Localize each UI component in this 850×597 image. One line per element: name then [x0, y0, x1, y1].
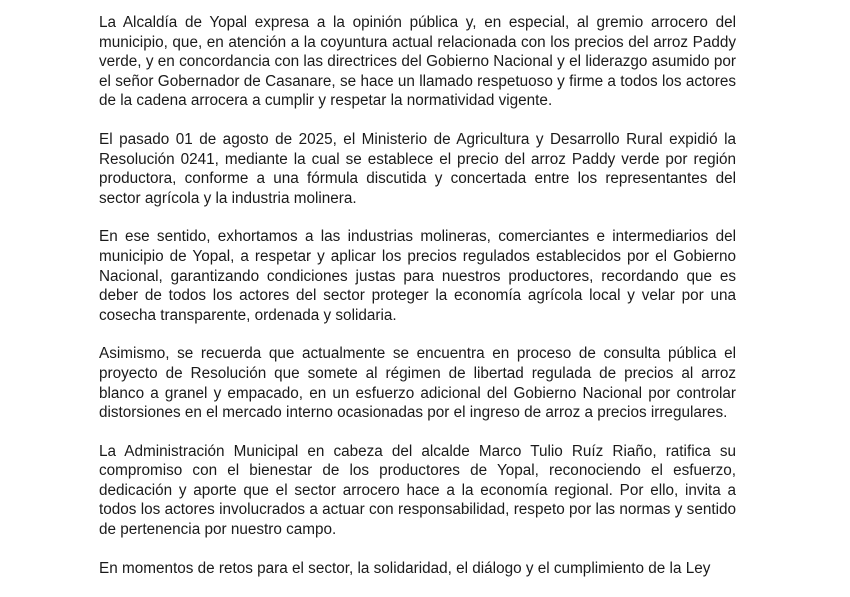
- paragraph-resolucion-0241: El pasado 01 de agosto de 2025, el Ministerio de Agricultura y Desarrollo Rural expidió la Resolución 0241, mediante la cual se establece el precio del arroz Paddy verde por región productora, conforme a una fórmula discutida y concertada entre los representantes del sector agrícola y la industria molinera.: [99, 130, 736, 207]
- paragraph-administracion-municipal: La Administración Municipal en cabeza del alcalde Marco Tulio Ruíz Riaño, ratifica su compromiso con el bienestar de los productores de Yopal, reconociendo el esfuerzo, dedicación y aporte que el sector arrocero hace a la economía regional. Por ello, invita a todos los actores involucrados a actuar con responsabilidad, respeto por las normas y sentido de pertenencia por nuestro campo.: [99, 442, 736, 539]
- paragraph-consulta-publica: Asimismo, se recuerda que actualmente se encuentra en proceso de consulta pública el proyecto de Resolución que somete al régimen de libertad regulada de precios al arroz blanco a granel y empacado, en un esfuerzo adicional del Gobierno Nacional por controlar distorsiones en el mercado interno ocasionadas por el ingreso de arroz a precios irregulares.: [99, 345, 736, 422]
- paragraph-closing-cut: En momentos de retos para el sector, la solidaridad, el diálogo y el cumplimiento de la Ley: [99, 559, 711, 577]
- paragraph-alcaldia-statement: La Alcaldía de Yopal expresa a la opinión pública y, en especial, al gremio arrocero del municipio, que, en atención a la coyuntura actual relacionada con los precios del arroz Paddy verde, y en concordancia con las directrices del Gobierno Nacional y el liderazgo asumido por el señor Gobernador de Casanare, se hace un llamado respetuoso y firme a todos los actores de la cadena arrocera a cumplir y respetar la normatividad vigente.: [99, 14, 736, 110]
- paragraph-exhortation: En ese sentido, exhortamos a las industrias molineras, comerciantes e intermediarios del municipio de Yopal, a respetar y aplicar los precios regulados establecidos por el Gobierno Nacional, garantizando condiciones justas para nuestros productores, recordando que es deber de todos los actores del sector proteger la economía agrícola local y velar por una cosecha transparente, ordenada y solidaria.: [99, 228, 736, 324]
- document-body: [99, 13, 736, 597]
